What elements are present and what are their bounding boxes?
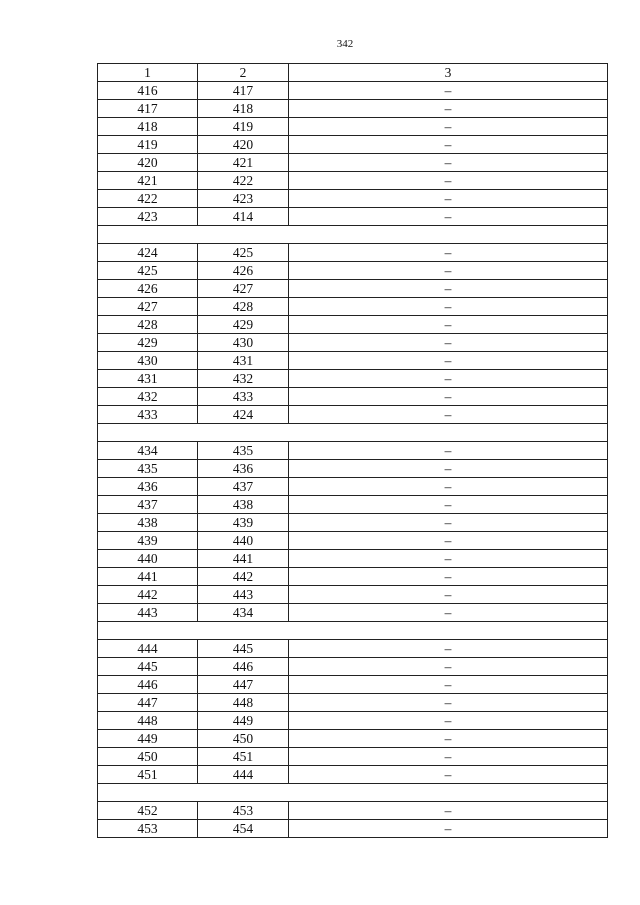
table-cell-col-1: 447 — [98, 694, 198, 712]
table-cell-col-3: – — [289, 820, 608, 838]
table-cell-col-1: 422 — [98, 190, 198, 208]
table-row — [98, 100, 608, 118]
table-row — [98, 190, 608, 208]
table-cell-col-3: – — [289, 694, 608, 712]
table-cell-col-3: – — [289, 802, 608, 820]
table-cell-col-1: 421 — [98, 172, 198, 190]
table-cell-col-2: 432 — [198, 370, 289, 388]
table-cell-col-2: 443 — [198, 586, 289, 604]
table-cell-col-1: 432 — [98, 388, 198, 406]
table-cell-col-2: 428 — [198, 298, 289, 316]
table-row — [98, 658, 608, 676]
table-row — [98, 766, 608, 784]
table-cell-col-1: 449 — [98, 730, 198, 748]
table-cell-col-3: – — [289, 298, 608, 316]
table-cell-col-3: – — [289, 676, 608, 694]
table-row — [98, 352, 608, 370]
table-cell-col-1: 423 — [98, 208, 198, 226]
table-cell-col-3: – — [289, 190, 608, 208]
table-cell-col-1: 435 — [98, 460, 198, 478]
table-cell-col-2: 433 — [198, 388, 289, 406]
table-cell-col-3: – — [289, 442, 608, 460]
table-row — [98, 748, 608, 766]
table-cell-col-1: 429 — [98, 334, 198, 352]
table-row — [98, 406, 608, 424]
table-cell-col-2: 434 — [198, 604, 289, 622]
table-cell-col-1: 442 — [98, 586, 198, 604]
table-row — [98, 244, 608, 262]
table-cell-col-3: – — [289, 514, 608, 532]
table-cell-col-3: – — [289, 460, 608, 478]
table-row — [98, 388, 608, 406]
table-cell-col-3: – — [289, 208, 608, 226]
table-row — [98, 586, 608, 604]
table-cell-col-2: 445 — [198, 640, 289, 658]
table-cell-col-2: 421 — [198, 154, 289, 172]
table-cell-col-3: – — [289, 658, 608, 676]
table-cell-col-2: 446 — [198, 658, 289, 676]
table-cell-col-1: 448 — [98, 712, 198, 730]
table-cell-col-1: 418 — [98, 118, 198, 136]
table-cell-col-1: 445 — [98, 658, 198, 676]
table-cell-col-2: 424 — [198, 406, 289, 424]
table-row — [98, 694, 608, 712]
table-cell-col-2: 414 — [198, 208, 289, 226]
table-cell-col-3: – — [289, 640, 608, 658]
table-cell-col-3: – — [289, 334, 608, 352]
table-row — [98, 514, 608, 532]
table-row — [98, 712, 608, 730]
table-cell-col-3: – — [289, 118, 608, 136]
table-row — [98, 550, 608, 568]
table-row — [98, 262, 608, 280]
table-cell-col-2: 437 — [198, 478, 289, 496]
table-row — [98, 82, 608, 100]
table-row — [98, 568, 608, 586]
table-body — [98, 82, 608, 838]
table-row — [98, 802, 608, 820]
table-cell-col-2: 438 — [198, 496, 289, 514]
table-cell-col-3: – — [289, 586, 608, 604]
table-cell-col-3: – — [289, 730, 608, 748]
page-number: 342 — [336, 38, 354, 50]
table-row — [98, 118, 608, 136]
table-row — [98, 172, 608, 190]
table-cell-col-3: – — [289, 532, 608, 550]
table-cell-col-1: 441 — [98, 568, 198, 586]
table-cell-col-2: 429 — [198, 316, 289, 334]
table-cell-col-2: 436 — [198, 460, 289, 478]
separator-cell — [98, 622, 608, 640]
table-cell-col-1: 440 — [98, 550, 198, 568]
table-cell-col-2: 422 — [198, 172, 289, 190]
table-cell-col-2: 427 — [198, 280, 289, 298]
table-cell-col-2: 451 — [198, 748, 289, 766]
table-cell-col-2: 425 — [198, 244, 289, 262]
table-row — [98, 820, 608, 838]
table-row — [98, 316, 608, 334]
table-cell-col-1: 420 — [98, 154, 198, 172]
table-cell-col-3: – — [289, 604, 608, 622]
table-cell-col-3: – — [289, 550, 608, 568]
table-cell-col-3: – — [289, 316, 608, 334]
separator-cell — [98, 424, 608, 442]
table-cell-col-1: 416 — [98, 82, 198, 100]
table-cell-col-3: – — [289, 262, 608, 280]
table-cell-col-2: 430 — [198, 334, 289, 352]
table-cell-col-2: 448 — [198, 694, 289, 712]
table-cell-col-1: 426 — [98, 280, 198, 298]
table-cell-col-1: 450 — [98, 748, 198, 766]
table-cell-col-3: – — [289, 244, 608, 262]
table-row — [98, 370, 608, 388]
table-cell-col-1: 434 — [98, 442, 198, 460]
table-cell-col-2: 419 — [198, 118, 289, 136]
table-row — [98, 460, 608, 478]
header-row — [98, 64, 608, 82]
table-cell-col-2: 454 — [198, 820, 289, 838]
table-cell-col-1: 444 — [98, 640, 198, 658]
table-cell-col-3: – — [289, 568, 608, 586]
table-row — [98, 640, 608, 658]
column-header-1: 1 — [98, 64, 198, 82]
table-cell-col-2: 420 — [198, 136, 289, 154]
table-cell-col-1: 425 — [98, 262, 198, 280]
table-row — [98, 298, 608, 316]
table-cell-col-1: 439 — [98, 532, 198, 550]
table-cell-col-2: 444 — [198, 766, 289, 784]
data-table — [97, 63, 608, 838]
table-cell-col-1: 431 — [98, 370, 198, 388]
table-cell-col-2: 450 — [198, 730, 289, 748]
table-cell-col-3: – — [289, 154, 608, 172]
table-row — [98, 280, 608, 298]
table-cell-col-2: 441 — [198, 550, 289, 568]
table-cell-col-3: – — [289, 370, 608, 388]
table-cell-col-2: 440 — [198, 532, 289, 550]
table-cell-col-3: – — [289, 82, 608, 100]
table-cell-col-1: 424 — [98, 244, 198, 262]
table-cell-col-2: 423 — [198, 190, 289, 208]
table-cell-col-1: 446 — [98, 676, 198, 694]
separator-cell — [98, 226, 608, 244]
table-cell-col-2: 435 — [198, 442, 289, 460]
table-row — [98, 532, 608, 550]
table-row — [98, 604, 608, 622]
table-cell-col-3: – — [289, 406, 608, 424]
table-cell-col-3: – — [289, 496, 608, 514]
group-separator-row — [98, 226, 608, 244]
table-row — [98, 478, 608, 496]
table-cell-col-3: – — [289, 172, 608, 190]
table-cell-col-1: 430 — [98, 352, 198, 370]
table-row — [98, 334, 608, 352]
group-separator-row — [98, 424, 608, 442]
table-cell-col-1: 438 — [98, 514, 198, 532]
column-header-2: 2 — [198, 64, 289, 82]
table-cell-col-2: 418 — [198, 100, 289, 118]
table-row — [98, 676, 608, 694]
table-cell-col-1: 451 — [98, 766, 198, 784]
table-cell-col-1: 428 — [98, 316, 198, 334]
table-cell-col-3: – — [289, 388, 608, 406]
table-cell-col-1: 417 — [98, 100, 198, 118]
table-cell-col-1: 427 — [98, 298, 198, 316]
table-cell-col-2: 453 — [198, 802, 289, 820]
table-cell-col-2: 426 — [198, 262, 289, 280]
table-row — [98, 208, 608, 226]
table-cell-col-2: 447 — [198, 676, 289, 694]
table-cell-col-2: 417 — [198, 82, 289, 100]
table-cell-col-3: – — [289, 100, 608, 118]
column-header-3: 3 — [289, 64, 608, 82]
table-cell-col-3: – — [289, 712, 608, 730]
table-cell-col-1: 453 — [98, 820, 198, 838]
table-cell-col-1: 443 — [98, 604, 198, 622]
group-separator-row — [98, 784, 608, 802]
table-cell-col-3: – — [289, 136, 608, 154]
table-cell-col-1: 452 — [98, 802, 198, 820]
table-cell-col-3: – — [289, 478, 608, 496]
table-cell-col-1: 437 — [98, 496, 198, 514]
table-cell-col-1: 436 — [98, 478, 198, 496]
table-cell-col-3: – — [289, 748, 608, 766]
table-row — [98, 442, 608, 460]
table-row — [98, 154, 608, 172]
table-cell-col-2: 449 — [198, 712, 289, 730]
table-cell-col-3: – — [289, 280, 608, 298]
separator-cell — [98, 784, 608, 802]
group-separator-row — [98, 622, 608, 640]
table-row — [98, 136, 608, 154]
table-cell-col-1: 433 — [98, 406, 198, 424]
table-cell-col-2: 442 — [198, 568, 289, 586]
table-cell-col-2: 431 — [198, 352, 289, 370]
table-cell-col-1: 419 — [98, 136, 198, 154]
table-cell-col-3: – — [289, 766, 608, 784]
table-row — [98, 730, 608, 748]
table-row — [98, 496, 608, 514]
table-cell-col-2: 439 — [198, 514, 289, 532]
table-cell-col-3: – — [289, 352, 608, 370]
